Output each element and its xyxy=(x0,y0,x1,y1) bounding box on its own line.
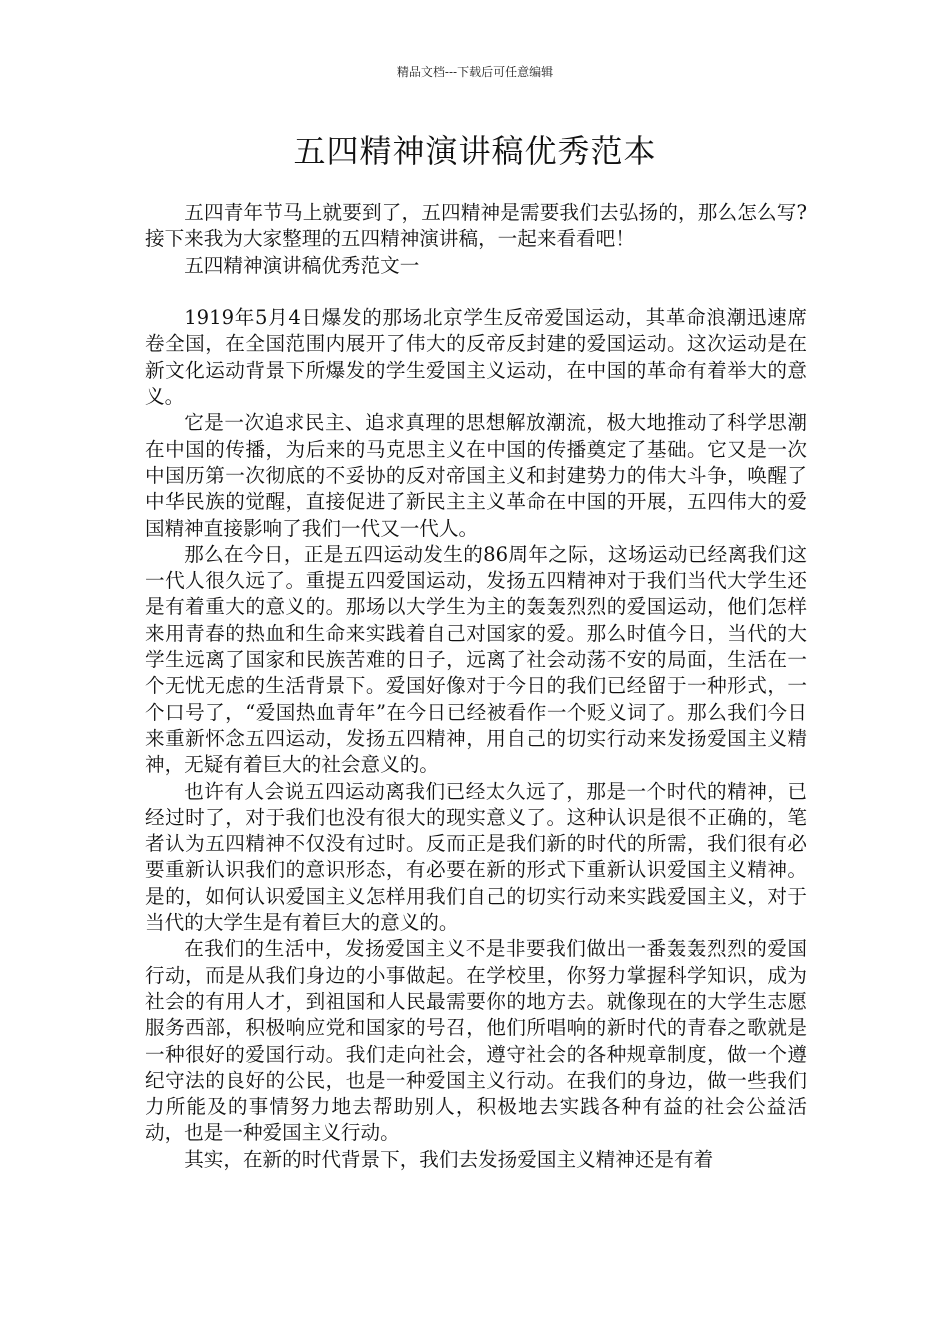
body-paragraph: 1919年5月4日爆发的那场北京学生反帝爱国运动，其革命浪潮迅速席卷全国，在全国范围内展开了伟大的反帝反封建的爱国运动。这次运动是在新文化运动背景下所爆发的学生爱国主义运动，在中国的革命有着举大的意义。 xyxy=(145,306,807,409)
subheading: 五四精神演讲稿优秀范文一 xyxy=(184,253,420,277)
body-paragraph: 其实，在新的时代背景下，我们去发扬爱国主义精神还是有着 xyxy=(184,1147,714,1171)
document-body xyxy=(145,200,807,1173)
body-paragraph: 在我们的生活中，发扬爱国主义不是非要我们做出一番轰轰烈烈的爱国行动，而是从我们身边的小事做起。在学校里，你努力掌握科学知识，成为社会的有用人才，到祖国和人民最需要你的地方去。就像现在的大学生志愿服务西部，积极响应党和国家的号召，他们所唱响的新时代的青春之歌就是一种很好的爱国行动。我们走向社会，遵守社会的各种规章制度，做一个遵纪守法的良好的公民，也是一种爱国主义行动。在我们的身边，做一些我们力所能及的事情努力地去帮助别人，积极地去实践各种有益的社会公益活动，也是一种爱国主义行动。 xyxy=(145,937,807,1145)
intro-paragraph: 五四青年节马上就要到了，五四精神是需要我们去弘扬的，那么怎么写?接下来我为大家整理的五四精神演讲稿，一起来看看吧！ xyxy=(145,201,807,251)
body-paragraph: 它是一次追求民主、追求真理的思想解放潮流，极大地推动了科学思潮在中国的传播，为后来的马克思主义在中国的传播奠定了基础。它又是一次中国历第一次彻底的不妥协的反对帝国主义和封建势力的伟大斗争，唤醒了中华民族的觉醒，直接促进了新民主主义革命在中国的开展，五四伟大的爱国精神直接影响了我们一代又一代人。 xyxy=(145,411,807,540)
document-title: 五四精神演讲稿优秀范本 xyxy=(293,132,657,170)
body-paragraph: 也许有人会说五四运动离我们已经太久远了，那是一个时代的精神，已经过时了，对于我们也没有很大的现实意义了。这种认识是很不正确的，笔者认为五四精神不仅没有过时。反而正是我们新的时代的所需，我们很有必要重新认识我们的意识形态，有必要在新的形式下重新认识爱国主义精神。是的，如何认识爱国主义怎样用我们自己的切实行动来实践爱国主义，对于当代的大学生是有着巨大的意义的。 xyxy=(145,779,807,935)
body-paragraph: 那么在今日，正是五四运动发生的86周年之际，这场运动已经离我们这一代人很久远了。重提五四爱国运动，发扬五四精神对于我们当代大学生还是有着重大的意义的。那场以大学生为主的轰轰烈烈的爱国运动，他们怎样来用青春的热血和生命来实践着自己对国家的爱。那么时值今日，当代的大学生远离了国家和民族苦难的日子，远离了社会动荡不安的局面，生活在一个无忧无虑的生活背景下。爱国好像对于今日的我们已经留于一种形式，一个口号了，“爱国热血青年”在今日已经被看作一个贬义词了。那么我们今日来重新怀念五四运动，发扬五四精神，用自己的切实行动来发扬爱国主义精神，无疑有着巨大的社会意义的。 xyxy=(145,542,807,777)
page-header: 精品文档---下载后可任意编辑 xyxy=(396,65,554,79)
